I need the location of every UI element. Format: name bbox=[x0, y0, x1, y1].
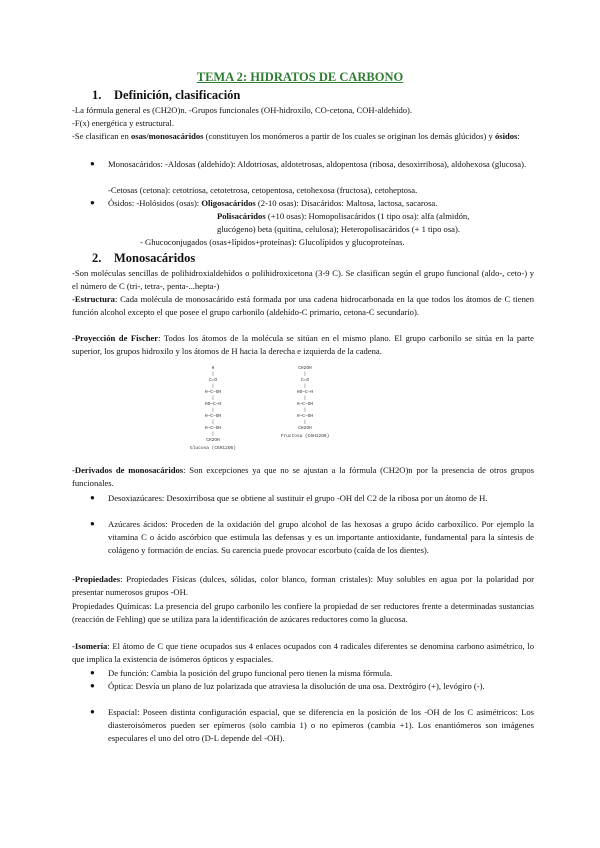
fischer-bond: | bbox=[303, 420, 307, 425]
polisacaridos-line bbox=[217, 210, 469, 223]
oligosacaridos-text: (2-10 osas): Disacáridos: Maltosa, lactosa, sacarosa. bbox=[255, 198, 438, 208]
derivados-label: -Derivados de monosacáridos bbox=[72, 465, 184, 475]
oligosacaridos-label: Oligosacáridos bbox=[201, 198, 256, 208]
fischer-row: H—C—OH bbox=[204, 390, 222, 395]
s2-paragraph-derivados bbox=[72, 464, 534, 490]
fischer-row: CH2OH bbox=[298, 366, 312, 371]
fischer-row: C=O bbox=[208, 378, 218, 383]
s1-p3-mid: (constituyen los monómeros a partir de los cuales se originan los demás glúcidos) y bbox=[203, 131, 495, 141]
fischer-text: : Todos los átomos de la molécula se sitúan en el mismo plano. El grupo carbonilo se sitúa en la parte superior, los grupos hidroxilo y los átomos de H hacia la derecha e izquierda de la cadena. bbox=[72, 333, 534, 356]
list-item-de-funcion bbox=[90, 667, 534, 680]
document-title: TEMA 2: HIDRATOS DE CARBONO bbox=[196, 70, 404, 84]
desoxiazucares-text: Desoxiazúcares: Desoxirribosa que se obtiene al sustituir el grupo -OH del C2 de la ribosa por un átomo de H. bbox=[108, 493, 488, 503]
fischer-row: C=O bbox=[300, 378, 310, 383]
list-item-desoxiazucares bbox=[90, 492, 534, 505]
fischer-bond: | bbox=[303, 372, 307, 377]
fischer-row: H—C—OH bbox=[296, 402, 314, 407]
s2-paragraph-propiedades bbox=[72, 573, 534, 599]
fischer-row: H—C—OH bbox=[296, 414, 314, 419]
fischer-bond: | bbox=[211, 420, 215, 425]
glucoconjugados-line: - Ghucoconjugados (osas+lípidos+proteínas): Glucolípidos y glucoproteínas. bbox=[140, 237, 405, 247]
fischer-figure-fructosa bbox=[280, 366, 330, 440]
list-item-monosacaridos bbox=[90, 158, 534, 171]
isomeria-label: -Isomería bbox=[72, 641, 108, 651]
fischer-row: H bbox=[211, 366, 215, 371]
bullet-icon: ● bbox=[90, 493, 95, 502]
derivados-text: : Son excepciones ya que no se ajustan a la fórmula (CH2O)n por la presencia de otros grupos funcionales. bbox=[72, 465, 534, 488]
azucares-acidos-text: Azúcares ácidos: Proceden de la oxidación del grupo alcohol de las hexosas a grupo ácido carboxílico. Por ejemplo la vitamina C o ácido ascórbico que estimula las defensas y es un importante antioxidante, fundamental para la síntesis de colágeno y formación de encías. Su carencia puede provocar escorbuto (caída de los dientes). bbox=[108, 519, 534, 555]
fischer-row: CH2OH bbox=[206, 438, 220, 443]
s2-paragraph-fischer bbox=[72, 332, 534, 358]
bullet-icon: ● bbox=[90, 159, 95, 168]
s1-paragraph-function: -F(x) energética y estructural. bbox=[72, 118, 174, 128]
bullet-icon: ● bbox=[90, 707, 95, 716]
fischer-glucosa-caption: Glucosa (C6H12O6) bbox=[190, 446, 236, 451]
fischer-row: HO—C—H bbox=[204, 402, 222, 407]
s1-p3-osas: osas/monosacáridos bbox=[130, 131, 204, 141]
s2-paragraph-estructura bbox=[72, 293, 534, 319]
bullet-icon: ● bbox=[90, 519, 95, 528]
fischer-row: H—C—OH bbox=[204, 426, 222, 431]
section-1-title: Definición, clasificación bbox=[114, 88, 241, 102]
fischer-bond: | bbox=[303, 408, 307, 413]
bullet-icon: ● bbox=[90, 198, 95, 207]
section-2-number: 2. bbox=[92, 251, 102, 265]
fischer-fructosa-rows bbox=[280, 366, 330, 432]
list-item-espacial bbox=[90, 706, 534, 744]
fischer-row: H—C—OH bbox=[204, 414, 222, 419]
fischer-bond: | bbox=[303, 396, 307, 401]
fischer-fructosa-caption: Fructosa (C6H12O6) bbox=[280, 434, 330, 439]
osidos-holosidos: Ósidos: -Holósidos (osas): bbox=[108, 198, 202, 208]
fischer-glucosa-rows bbox=[188, 366, 238, 444]
section-2-heading bbox=[92, 251, 195, 266]
estructura-text: : Cada molécula de monosacárido está formada por una cadena hidrocarbonada en la que todos los átomos de C tienen función alcohol excepto el que posee el grupo carbonilo (aldehído-C primario, cetona-C secundario). bbox=[72, 294, 534, 317]
list-item-azucares-acidos bbox=[90, 518, 534, 556]
fischer-bond: | bbox=[211, 396, 215, 401]
polisacaridos-label: Polisacáridos bbox=[217, 211, 266, 221]
de-funcion-text: De función: Cambia la posición del grupo funcional pero tienen la misma fórmula. bbox=[108, 668, 393, 678]
fischer-bond: | bbox=[303, 384, 307, 389]
fischer-bond: | bbox=[211, 432, 215, 437]
polisacaridos-line-2: glucógeno) beta (quitina, celulosa); Heteropolisacáridos (+ 1 tipo osa). bbox=[217, 224, 461, 234]
s1-p3-pre: -Se clasifican en bbox=[72, 131, 131, 141]
fischer-row: HO—C—H bbox=[296, 390, 314, 395]
fischer-bond: | bbox=[211, 372, 215, 377]
isomeria-text: : El átomo de C que tiene ocupados sus 4 enlaces ocupados con 4 radicales diferentes se denomina carbono asimétrico, lo que implica la existencia de isómeros ópticos y espaciales. bbox=[72, 641, 534, 664]
s2-paragraph-intro: -Son moléculas sencillas de polihidroxialdehídos o polihidroxicetona (3-9 C). Se clasifican según el grupo funcional (aldo-, ceto-) y el número de C (tri-, tetra-, penta-...hepta-) bbox=[72, 268, 534, 291]
fischer-figure-glucosa bbox=[188, 366, 238, 452]
propiedades-text: : Propiedades Físicas (dulces, sólidas, color blanco, forman cristales): Muy solubles en agua por la polaridad por presentar numerosos grupos -OH. bbox=[72, 574, 534, 597]
fischer-bond: | bbox=[211, 408, 215, 413]
espacial-text: Espacial: Poseen distinta configuración espacial, que se diferencia en la posición de los -OH de los C asimétricos: Los diasteroisómeros pueden ser epímeros (solo cambia 1) o no epímeros (cambia +1). Los enantiómeros son imágenes especulares el uno del otro (D-L depende del -OH). bbox=[108, 707, 534, 743]
s1-p3-post: : bbox=[517, 131, 520, 141]
s2-paragraph-isomeria bbox=[72, 640, 534, 666]
monosacaridos-cetosas: -Cetosas (cetona): cetotriosa, cetotetrosa, cetopentosa, cetohexosa (fructosa), cetoheptosa. bbox=[108, 185, 418, 195]
section-1-number: 1. bbox=[92, 88, 102, 102]
propiedades-label: -Propiedades bbox=[72, 574, 121, 584]
polisacaridos-text: (+10 osas): Homopolisacáridos (1 tipo osa): alfa (almidón, bbox=[265, 211, 470, 221]
s1-p3-osidos: ósidos bbox=[494, 131, 518, 141]
estructura-label: -Estructura bbox=[72, 294, 115, 304]
fischer-label: -Proyección de Fischer bbox=[72, 333, 159, 343]
fischer-row: CH2OH bbox=[298, 426, 312, 431]
list-item-optica bbox=[90, 680, 534, 693]
optica-text: Óptica: Desvía un plano de luz polarizada que atraviesa la disolución de una osa. Dextrógiro (+), levógiro (-). bbox=[108, 681, 485, 691]
section-2-title: Monosacáridos bbox=[114, 251, 196, 265]
section-1-heading bbox=[92, 88, 240, 103]
list-item-osidos bbox=[90, 197, 534, 210]
s2-paragraph-quimicas: Propiedades Químicas: La presencia del grupo carbonilo les confiere la propiedad de ser reductores frente a determinadas sustancias (reacción de Fehling) que se utiliza para la identificación de azúcares reductores como la glucosa. bbox=[72, 601, 534, 624]
bullet-icon: ● bbox=[90, 681, 95, 690]
bullet-icon: ● bbox=[90, 668, 95, 677]
fischer-bond: | bbox=[211, 384, 215, 389]
s1-paragraph-classification bbox=[72, 130, 534, 143]
s1-paragraph-formula: -La fórmula general es (CH2O)n. -Grupos funcionales (OH-hidroxilo, CO-cetona, COH-aldehído). bbox=[72, 105, 413, 115]
monosacaridos-aldosas: Monosacáridos: -Aldosas (aldehído): Aldotriosas, aldotetrosas, aldopentosa (ribosa, desoxirribosa), aldohexosa (glucosa). bbox=[108, 159, 527, 169]
